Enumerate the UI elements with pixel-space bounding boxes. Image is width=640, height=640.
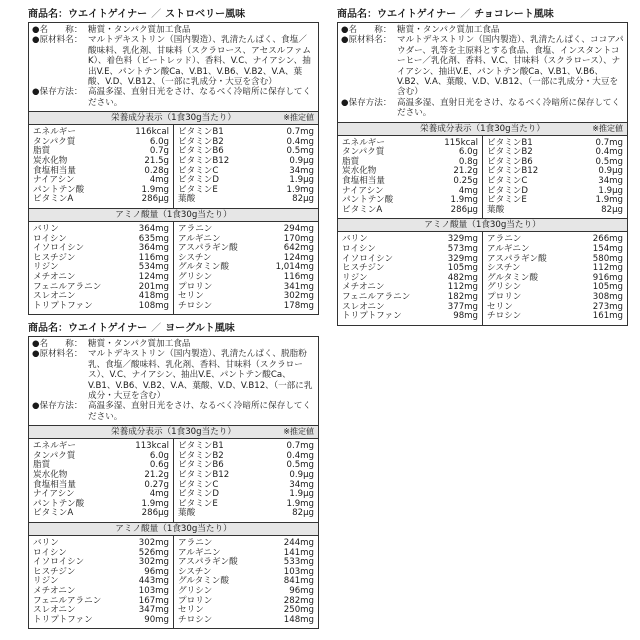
table-row — [33, 616, 169, 626]
row-label: メチオニン — [33, 271, 76, 282]
row-value: 418mg — [138, 291, 169, 302]
row-label: ビタミンD — [178, 489, 219, 500]
info-key: ●保存方法： — [341, 97, 392, 108]
info-key: ●名 称： — [341, 25, 392, 35]
row-value: 34mg — [289, 165, 314, 176]
row-value: 105mg — [447, 263, 478, 274]
row-value: 1.9μg — [289, 175, 314, 186]
row-label: バリン — [342, 234, 368, 245]
row-value: 21.5g — [144, 156, 169, 167]
amino-col-left — [29, 222, 173, 314]
row-label: エネルギー — [33, 127, 76, 138]
row-value: 0.8g — [458, 156, 478, 167]
row-label: アルギニン — [178, 233, 221, 244]
row-value: 302mg — [283, 291, 314, 302]
row-label: メチオニン — [342, 282, 385, 293]
row-value: 1.9mg — [141, 498, 169, 509]
row-value: 141mg — [283, 547, 314, 558]
info-value: マルトデキストリン（国内製造）、乳清たんぱく、食塩／酸味料、乳化剤、甘味料（スクラロース、アセスルファムK）、着色料（ビートレッド）、香料、V.C、ナイアシン、抽出V.E、パントテン酸Ca、V.B1、V.B6、V.B2、V.A、葉酸、V.D、V.B12、（一部に乳成分・大豆を含む） — [88, 35, 312, 88]
table-row — [178, 195, 314, 205]
row-value: 4mg — [458, 185, 478, 196]
flavor-name: チョコレート風味 — [474, 9, 554, 20]
row-value: 916mg — [592, 272, 623, 283]
row-label: スレオニン — [33, 291, 76, 302]
row-label: フェニルアラニン — [342, 291, 411, 302]
row-value: 124mg — [138, 271, 169, 282]
table-row — [178, 302, 314, 312]
row-label: アラニン — [178, 224, 213, 234]
row-label: 食塩相当量 — [33, 165, 76, 176]
row-label: アスパラギン酸 — [487, 253, 547, 264]
row-label: 炭水化物 — [33, 470, 68, 481]
slash-separator: ／ — [151, 323, 162, 334]
row-value: 1.9mg — [450, 195, 478, 206]
row-label: ビタミンE — [178, 498, 218, 509]
row-label: チロシン — [487, 311, 522, 322]
row-label: グリシン — [178, 585, 213, 596]
row-value: 1.9mg — [595, 195, 623, 206]
info-key: ●原材料名： — [32, 35, 83, 46]
row-value: 1.9mg — [286, 498, 314, 509]
table-row — [342, 206, 478, 216]
row-label: エネルギー — [342, 137, 385, 148]
row-label: グルタミン酸 — [178, 262, 229, 273]
row-label: ビタミンB2 — [178, 450, 224, 461]
row-label: 食塩相当量 — [342, 176, 385, 187]
row-value: 286μg — [141, 508, 169, 519]
row-label: パントテン酸 — [342, 195, 394, 206]
row-value: 178mg — [283, 300, 314, 311]
info-key: ●原材料名： — [341, 35, 392, 46]
row-label: ビタミンC — [178, 479, 219, 490]
row-label: フェニルアラニン — [33, 281, 102, 292]
label-box — [337, 22, 628, 326]
info-value: 高温多湿、直射日光をさけ、なるべく冷暗所に保存してください。 — [88, 87, 312, 108]
label-box — [28, 22, 319, 315]
row-value: 0.7g — [149, 146, 169, 157]
row-label: メチオニン — [33, 585, 76, 596]
row-label: ビタミンE — [178, 184, 218, 195]
amino-table — [29, 222, 318, 314]
row-value: 82μg — [601, 204, 623, 215]
row-label: プロリン — [178, 281, 213, 292]
row-value: 98mg — [453, 311, 478, 322]
row-label: 葉酸 — [178, 194, 196, 205]
row-value: 286μg — [450, 204, 478, 215]
row-value: 6.0g — [458, 147, 478, 158]
row-label: ナイアシン — [342, 185, 384, 196]
nutrition-title: 栄養成分表示（1食30g当たり） ※推定値 — [29, 112, 318, 125]
row-value: 90mg — [144, 614, 169, 625]
row-value: 0.4mg — [286, 450, 314, 461]
amino-table — [338, 232, 627, 324]
row-label: ビタミンB12 — [487, 166, 539, 177]
amino-title: アミノ酸量（1食30g当たり） — [29, 523, 318, 536]
table-row — [33, 302, 169, 312]
row-value: 115kcal — [444, 137, 478, 148]
row-label: ロイシン — [33, 233, 67, 244]
info-value: 高温多湿、直射日光をさけ、なるべく冷暗所に保存してください。 — [397, 97, 621, 119]
slash-separator: ／ — [151, 9, 162, 20]
row-label: ビタミンA — [342, 204, 383, 215]
label-chocolate — [337, 8, 628, 326]
info-value: 高温多湿、直射日光をさけ、なるべく冷暗所に保存してください。 — [88, 401, 312, 422]
row-value: 0.25g — [453, 176, 478, 187]
row-label: ヒスチジン — [342, 263, 385, 274]
nutrition-col-right — [173, 125, 318, 208]
row-label: ナイアシン — [33, 175, 75, 186]
nutrition-col-left — [29, 125, 173, 208]
product-header: 商品名：ウエイトゲイナー ／ ヨーグルト風味 — [28, 323, 235, 334]
row-value: 642mg — [283, 243, 314, 254]
row-label: 脂質 — [342, 156, 360, 167]
table-row — [487, 312, 623, 322]
row-value: 364mg — [138, 224, 169, 234]
row-label: ビタミンA — [33, 194, 74, 205]
row-value: 201mg — [138, 281, 169, 292]
amino-title: アミノ酸量（1食30g当たり） — [338, 219, 627, 232]
row-value: 0.5mg — [595, 156, 623, 167]
row-value: 329mg — [447, 253, 478, 264]
row-value: 0.6g — [149, 460, 169, 471]
row-label: ビタミンD — [487, 185, 528, 196]
row-value: 364mg — [138, 243, 169, 254]
nutrition-col-right — [173, 439, 318, 522]
row-label: 脂質 — [33, 146, 51, 157]
info-key: ●名 称： — [32, 25, 83, 35]
row-value: 1.9mg — [286, 184, 314, 195]
row-value: 533mg — [283, 557, 314, 568]
row-value: 21.2g — [144, 470, 169, 481]
row-label: トリプトファン — [33, 300, 93, 311]
estimate-note: ※推定値 — [592, 123, 623, 133]
row-label: ビタミンB12 — [178, 470, 230, 481]
row-value: 82μg — [292, 508, 314, 519]
row-label: トリプトファン — [33, 614, 93, 625]
row-value: 0.7mg — [595, 137, 623, 148]
flavor-name: ヨーグルト風味 — [165, 323, 235, 334]
row-label: グルタミン酸 — [178, 576, 229, 587]
row-label: エネルギー — [33, 441, 76, 452]
label-box — [28, 336, 319, 629]
row-label: 食塩相当量 — [33, 479, 76, 490]
row-label: パントテン酸 — [33, 498, 85, 509]
info-section — [29, 337, 318, 426]
row-value: 347mg — [138, 605, 169, 616]
row-value: 4mg — [149, 175, 169, 186]
row-value: 0.27g — [144, 479, 169, 490]
row-value: 167mg — [138, 595, 169, 606]
row-label: ビタミンB1 — [178, 441, 224, 452]
info-value: マルトデキストリン（国内製造）、乳清たんぱく、脱脂粉乳、食塩／酸味料、乳化剤、香料、甘味料（スクラロース）、V.C、ナイアシン、抽出V.E、パントテン酸Ca、V.B1、V.B6、V.B2、V.A、葉酸、V.D、V.B12、（一部に乳成分・大豆を含む） — [88, 349, 313, 402]
row-label: セリン — [178, 291, 204, 302]
row-value: 108mg — [138, 300, 169, 311]
row-label: アルギニン — [487, 244, 530, 254]
row-label: ビタミンB1 — [178, 127, 224, 138]
row-label: 炭水化物 — [342, 166, 377, 177]
row-value: 534mg — [138, 262, 169, 273]
row-label: フェニルアラニン — [33, 595, 102, 606]
info-value: 糖質・タンパク質加工食品 — [88, 339, 191, 349]
row-label: ビタミンB2 — [178, 136, 224, 147]
row-value: 6.0g — [149, 136, 169, 147]
row-label: ビタミンD — [178, 175, 219, 186]
nutrition-col-right — [482, 136, 627, 219]
row-label: ビタミンB12 — [178, 156, 230, 167]
row-label: グリシン — [487, 282, 522, 293]
nutrition-table — [29, 125, 318, 209]
slash-separator: ／ — [460, 9, 471, 20]
info-value: 糖質・タンパク質加工食品 — [88, 25, 191, 35]
row-value: 21.2g — [453, 166, 478, 177]
row-label: トリプトファン — [342, 311, 402, 322]
row-value: 841mg — [283, 576, 314, 587]
row-value: 103mg — [138, 585, 169, 596]
row-label: ビタミンB6 — [178, 460, 224, 471]
row-label: タンパク質 — [33, 450, 76, 461]
row-value: 443mg — [138, 576, 169, 587]
table-row — [342, 148, 478, 158]
estimate-note: ※推定値 — [283, 113, 314, 123]
row-value: 0.5mg — [286, 146, 314, 157]
label-strawberry — [28, 8, 319, 315]
amino-title: アミノ酸量（1食30g当たり） — [29, 209, 318, 222]
row-label: ヒスチジン — [33, 252, 76, 263]
row-label: シスチン — [487, 263, 521, 274]
row-value: 244mg — [283, 538, 314, 548]
info-key: ●名 称： — [32, 339, 83, 349]
row-label: バリン — [33, 538, 59, 548]
info-key: ●保存方法： — [32, 401, 83, 412]
row-label: リジン — [33, 262, 59, 273]
row-label: 脂質 — [33, 460, 51, 471]
amino-col-right — [173, 222, 318, 314]
row-label: ビタミンB6 — [487, 156, 533, 167]
row-label: イソロイシン — [33, 557, 85, 568]
amino-col-left — [338, 232, 482, 324]
row-label: アスパラギン酸 — [178, 557, 238, 568]
row-label: スレオニン — [342, 301, 385, 312]
table-row — [178, 509, 314, 519]
row-label: ビタミンB2 — [487, 147, 533, 158]
row-value: 4mg — [149, 489, 169, 500]
row-label: グルタミン酸 — [487, 272, 538, 283]
row-value: 573mg — [447, 244, 478, 254]
row-value: 0.9μg — [598, 166, 623, 177]
row-label: アルギニン — [178, 547, 221, 558]
row-label: ビタミンE — [487, 195, 527, 206]
row-label: アラニン — [178, 538, 213, 548]
row-label: チロシン — [178, 614, 213, 625]
row-label: プロリン — [178, 595, 213, 606]
row-label: アラニン — [487, 234, 522, 245]
row-label: スレオニン — [33, 605, 76, 616]
row-label: シスチン — [178, 252, 212, 263]
row-label: パントテン酸 — [33, 184, 85, 195]
row-value: 1.9mg — [141, 184, 169, 195]
row-value: 112mg — [447, 282, 478, 293]
row-label: タンパク質 — [342, 147, 385, 158]
row-value: 580mg — [592, 253, 623, 264]
table-row — [33, 138, 169, 148]
row-value: 154mg — [592, 244, 623, 254]
row-value: 526mg — [138, 547, 169, 558]
row-value: 266mg — [592, 234, 623, 245]
row-value: 302mg — [138, 538, 169, 548]
row-label: ビタミンC — [487, 176, 528, 187]
row-label: タンパク質 — [33, 136, 76, 147]
row-value: 282mg — [283, 595, 314, 606]
row-label: イソロイシン — [33, 243, 85, 254]
table-row — [487, 206, 623, 216]
row-value: 112mg — [592, 263, 623, 274]
row-value: 113kcal — [135, 441, 169, 452]
row-value: 170mg — [283, 233, 314, 244]
row-value: 0.7mg — [286, 127, 314, 138]
row-value: 286μg — [141, 194, 169, 205]
row-value: 34mg — [289, 479, 314, 490]
row-value: 302mg — [138, 557, 169, 568]
row-value: 0.28g — [144, 165, 169, 176]
amino-col-right — [482, 232, 627, 324]
row-value: 341mg — [283, 281, 314, 292]
row-label: グリシン — [178, 271, 213, 282]
row-value: 161mg — [592, 311, 623, 322]
product-header: 商品名：ウエイトゲイナー ／ ストロベリー風味 — [28, 9, 246, 20]
row-label: バリン — [33, 224, 59, 234]
row-value: 6.0g — [149, 450, 169, 461]
row-label: ビタミンC — [178, 165, 219, 176]
row-value: 116mg — [283, 271, 314, 282]
row-value: 1.9μg — [289, 489, 314, 500]
row-value: 96mg — [289, 585, 314, 596]
row-label: ロイシン — [33, 547, 67, 558]
row-label: ロイシン — [342, 244, 376, 254]
row-value: 308mg — [592, 291, 623, 302]
amino-col-left — [29, 536, 173, 628]
row-value: 482mg — [447, 272, 478, 283]
row-value: 0.9μg — [289, 470, 314, 481]
row-value: 294mg — [283, 224, 314, 234]
row-value: 0.5mg — [286, 460, 314, 471]
row-value: 82μg — [292, 194, 314, 205]
info-value: 糖質・タンパク質加工食品 — [397, 25, 500, 35]
row-label: ビタミンA — [33, 508, 74, 519]
row-value: 0.9μg — [289, 156, 314, 167]
table-row — [342, 312, 478, 322]
row-value: 635mg — [138, 233, 169, 244]
amino-col-right — [173, 536, 318, 628]
row-label: リジン — [33, 576, 59, 587]
row-value: 273mg — [592, 301, 623, 312]
product-header: 商品名：ウエイトゲイナー ／ チョコレート風味 — [337, 9, 554, 20]
row-label: イソロイシン — [342, 253, 394, 264]
row-label: 炭水化物 — [33, 156, 68, 167]
row-label: ヒスチジン — [33, 566, 76, 577]
info-section — [29, 23, 318, 112]
row-label: チロシン — [178, 300, 213, 311]
row-label: ビタミンB1 — [487, 137, 533, 148]
row-value: 1,014mg — [275, 262, 314, 273]
nutrition-table — [338, 136, 627, 220]
row-label: ナイアシン — [33, 489, 75, 500]
table-row — [178, 616, 314, 626]
row-value: 105mg — [592, 282, 623, 293]
label-yogurt — [28, 322, 319, 629]
estimate-note: ※推定値 — [283, 427, 314, 437]
row-label: セリン — [487, 301, 513, 312]
row-label: シスチン — [178, 566, 212, 577]
row-value: 148mg — [283, 614, 314, 625]
row-label: ビタミンB6 — [178, 146, 224, 157]
row-value: 116mg — [138, 252, 169, 263]
flavor-name: ストロベリー風味 — [165, 9, 246, 20]
row-value: 182mg — [447, 291, 478, 302]
table-row — [33, 509, 169, 519]
info-value: マルトデキストリン（国内製造）、乳清たんぱく、ココアパウダー、乳等を主原料とする食品、食塩、インスタントコーヒー／乳化剤、香料、V.C、甘味料（スクラロース）、ナイアシン、抽出V.E、パントテン酸Ca、V.B1、V.B6、V.B2、V.A、葉酸、V.D、V.B12、（一部に乳成分・大豆を含む） — [397, 35, 624, 98]
row-label: リジン — [342, 272, 368, 283]
row-value: 96mg — [144, 566, 169, 577]
table-row — [33, 195, 169, 205]
row-value: 124mg — [283, 252, 314, 263]
row-value: 329mg — [447, 234, 478, 245]
row-value: 0.4mg — [286, 136, 314, 147]
row-label: 葉酸 — [487, 204, 505, 215]
row-value: 250mg — [283, 605, 314, 616]
nutrition-title: 栄養成分表示（1食30g当たり） ※推定値 — [338, 123, 627, 136]
row-label: プロリン — [487, 291, 522, 302]
row-value: 0.4mg — [595, 147, 623, 158]
info-key: ●原材料名： — [32, 349, 83, 360]
row-value: 116kcal — [135, 127, 169, 138]
row-value: 377mg — [447, 301, 478, 312]
nutrition-table — [29, 439, 318, 523]
row-value: 0.7mg — [286, 441, 314, 452]
row-label: 葉酸 — [178, 508, 196, 519]
row-label: セリン — [178, 605, 204, 616]
nutrition-title: 栄養成分表示（1食30g当たり） ※推定値 — [29, 426, 318, 439]
row-value: 103mg — [283, 566, 314, 577]
nutrition-col-left — [29, 439, 173, 522]
amino-table — [29, 536, 318, 628]
info-key: ●保存方法： — [32, 87, 83, 98]
row-value: 34mg — [598, 176, 623, 187]
table-row — [33, 452, 169, 462]
row-label: アスパラギン酸 — [178, 243, 238, 254]
nutrition-col-left — [338, 136, 482, 219]
info-section — [338, 23, 627, 123]
row-value: 1.9μg — [598, 185, 623, 196]
